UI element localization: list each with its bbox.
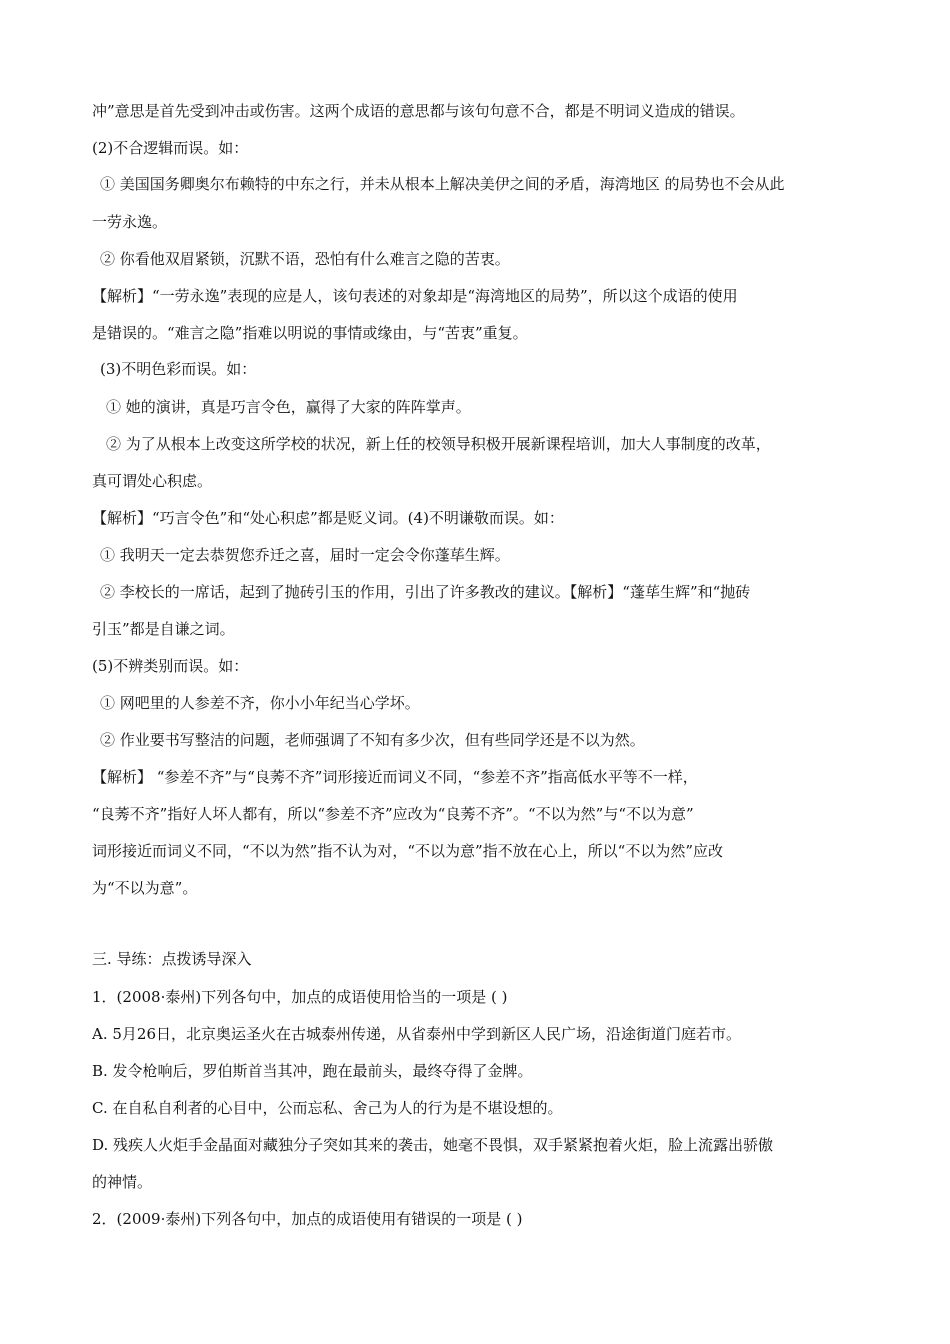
text-line: 引玉”都是自谦之词。 <box>92 620 235 638</box>
example-line: ① 网吧里的人参差不齐，你小小年纪当心学坏。 <box>100 694 420 712</box>
option-d: D. 残疾人火炬手金晶面对藏独分子突如其来的袭击，她毫不畏惧，双手紧紧抱着火炬，脸上流露出骄傲 <box>92 1136 774 1154</box>
option-c: C. 在自私自利者的心目中，公而忘私、舍己为人的行为是不堪设想的。 <box>92 1099 563 1117</box>
example-line: ② 为了从根本上改变这所学校的状况，新上任的校领导积极开展新课程培训，加大人事制度的改革， <box>106 435 771 453</box>
example-line: ② 作业要书写整洁的问题，老师强调了不知有多少次，但有些同学还是不以为然。 <box>100 731 645 749</box>
option-b: B. 发令枪响后，罗伯斯首当其冲，跑在最前头，最终夺得了金牌。 <box>92 1062 533 1080</box>
text-line: “良莠不齐”指好人坏人都有，所以“参差不齐”应改为“良莠不齐”。“不以为然”与“不以为意” <box>92 805 694 823</box>
example-line: ① 她的演讲，真是巧言令色，赢得了大家的阵阵掌声。 <box>106 398 471 416</box>
text-line: 一劳永逸。 <box>92 213 168 231</box>
option-a: A. 5月26日，北京奥运圣火在古城泰州传递，从省泰州中学到新区人民广场，沿途街道门庭若市。 <box>92 1025 742 1043</box>
question-1: 1．(2008·泰州)下列各句中，加点的成语使用恰当的一项是 ( ) <box>92 988 508 1006</box>
part-heading: 三. 导练：点拨诱导深入 <box>92 950 252 968</box>
text-line: 词形接近而词义不同，“不以为然”指不认为对，“不以为意”指不放在心上，所以“不以为然”应改 <box>92 842 724 860</box>
analysis-line: 【解析】“巧言令色”和“处心积虑”都是贬义词。(4)不明谦敬而误。如： <box>92 509 564 527</box>
example-line: ① 我明天一定去恭贺您乔迁之喜，届时一定会令你蓬荜生辉。 <box>100 546 510 564</box>
text-line: 为“不以为意”。 <box>92 879 198 897</box>
question-2: 2．(2009·泰州)下列各句中，加点的成语使用有错误的一项是 ( ) <box>92 1210 523 1228</box>
text-line: 真可谓处心积虑。 <box>92 472 213 490</box>
example-line: ① 美国国务卿奥尔布赖特的中东之行，并未从根本上解决美伊之间的矛盾，海湾地区 的局势也不会从此 <box>100 175 785 193</box>
section-heading: (5)不辨类别而误。如： <box>92 657 249 675</box>
section-heading: (2)不合逻辑而误。如： <box>92 139 249 157</box>
example-line: ② 你看他双眉紧锁，沉默不语，恐怕有什么难言之隐的苦衷。 <box>100 250 510 268</box>
section-heading: (3)不明色彩而误。如： <box>100 360 257 378</box>
text-line: 的神情。 <box>92 1173 153 1191</box>
example-line: ② 李校长的一席话，起到了抛砖引玉的作用，引出了许多教改的建议。【解析】“蓬荜生辉”和“抛砖 <box>100 583 751 601</box>
analysis-line: 【解析】“一劳永逸”表现的应是人，该句表述的对象却是“海湾地区的局势”，所以这个成语的使用 <box>92 287 738 305</box>
text-line: 是错误的。“难言之隐”指难以明说的事情或缘由，与“苦衷”重复。 <box>92 324 528 342</box>
text-line: 冲”意思是首先受到冲击或伤害。这两个成语的意思都与该句句意不合，都是不明词义造成的错误。 <box>92 102 745 120</box>
analysis-line: 【解析】 “参差不齐”与“良莠不齐”词形接近而词义不同，“参差不齐”指高低水平等不一样， <box>92 768 698 786</box>
